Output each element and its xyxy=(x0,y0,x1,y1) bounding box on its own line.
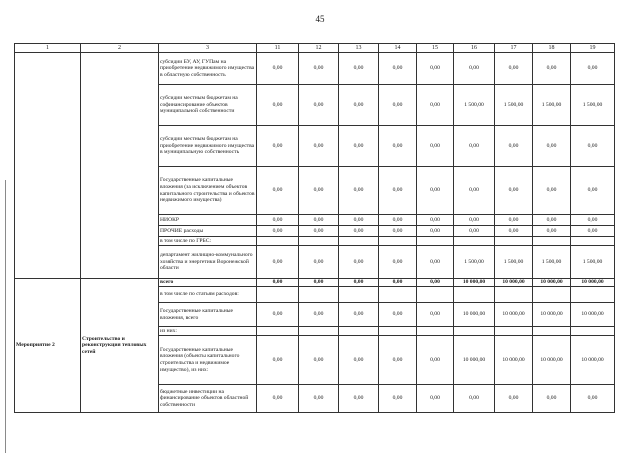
value-cell xyxy=(495,237,533,246)
value-cell xyxy=(454,287,495,303)
row-label: субсидии местным бюджетам на приобретение недвижимого имущества в муниципальную собственность xyxy=(159,126,257,167)
header-row xyxy=(15,44,615,53)
value-cell: 0,00 xyxy=(417,303,454,327)
row-label: субсидии БУ, АУ, ГУПам на приобретение недвижимого имущества в областную собственность xyxy=(159,53,257,85)
value-cell: 0,00 xyxy=(257,226,299,237)
value-cell: 0,00 xyxy=(299,303,339,327)
header-cell: 1 xyxy=(15,44,81,53)
value-cell: 0,00 xyxy=(533,215,571,226)
value-cell xyxy=(454,327,495,336)
value-cell: 0,00 xyxy=(299,85,339,126)
value-cell: 1 500,00 xyxy=(533,85,571,126)
value-cell: 0,00 xyxy=(495,167,533,215)
value-cell: 0,00 xyxy=(417,53,454,85)
value-cell: 0,00 xyxy=(417,126,454,167)
value-cell: 10 000,00 xyxy=(571,336,615,385)
header-cell: 15 xyxy=(417,44,454,53)
value-cell: 0,00 xyxy=(257,126,299,167)
value-cell xyxy=(417,327,454,336)
value-cell: 1 500,00 xyxy=(571,246,615,279)
value-cell: 0,00 xyxy=(454,215,495,226)
value-cell xyxy=(339,327,379,336)
value-cell: 0,00 xyxy=(379,53,417,85)
value-cell: 0,00 xyxy=(257,385,299,413)
value-cell: 0,00 xyxy=(339,385,379,413)
value-cell: 0,00 xyxy=(299,336,339,385)
value-cell: 10 000,00 xyxy=(571,303,615,327)
header-cell: 16 xyxy=(454,44,495,53)
value-cell: 0,00 xyxy=(299,385,339,413)
value-cell: 0,00 xyxy=(339,279,379,287)
value-cell: 0,00 xyxy=(339,226,379,237)
value-cell: 0,00 xyxy=(379,385,417,413)
value-cell xyxy=(571,237,615,246)
value-cell: 0,00 xyxy=(417,215,454,226)
value-cell: 0,00 xyxy=(417,226,454,237)
value-cell: 0,00 xyxy=(571,126,615,167)
row-label: Государственные капитальные вложения (объекты капитального строительства и недвижимое имущество), из них: xyxy=(159,336,257,385)
value-cell: 1 500,00 xyxy=(533,246,571,279)
value-cell xyxy=(571,327,615,336)
value-cell xyxy=(379,237,417,246)
value-cell: 0,00 xyxy=(495,126,533,167)
value-cell: 0,00 xyxy=(339,126,379,167)
row-label: НИОКР xyxy=(159,215,257,226)
value-cell: 10 000,00 xyxy=(454,303,495,327)
value-cell: 0,00 xyxy=(417,385,454,413)
row-label: Государственные капитальные вложения, всего xyxy=(159,303,257,327)
value-cell xyxy=(533,327,571,336)
value-cell: 0,00 xyxy=(571,53,615,85)
value-cell: 0,00 xyxy=(257,246,299,279)
value-cell: 0,00 xyxy=(339,215,379,226)
name-cell-empty xyxy=(81,53,159,279)
value-cell: 0,00 xyxy=(417,246,454,279)
value-cell: 0,00 xyxy=(257,303,299,327)
row-label: из них: xyxy=(159,327,257,336)
value-cell: 0,00 xyxy=(257,215,299,226)
value-cell xyxy=(299,237,339,246)
value-cell: 0,00 xyxy=(339,246,379,279)
value-cell xyxy=(417,287,454,303)
value-cell xyxy=(379,287,417,303)
value-cell: 0,00 xyxy=(299,246,339,279)
value-cell: 10 000,00 xyxy=(571,279,615,287)
value-cell: 0,00 xyxy=(379,246,417,279)
page-number: 45 xyxy=(315,14,325,24)
value-cell: 0,00 xyxy=(379,85,417,126)
value-cell: 0,00 xyxy=(417,85,454,126)
value-cell: 0,00 xyxy=(299,279,339,287)
value-cell: 0,00 xyxy=(299,215,339,226)
value-cell: 0,00 xyxy=(299,226,339,237)
value-cell: 1 500,00 xyxy=(495,246,533,279)
value-cell: 1 500,00 xyxy=(454,85,495,126)
header-cell: 13 xyxy=(339,44,379,53)
value-cell: 0,00 xyxy=(495,385,533,413)
value-cell: 0,00 xyxy=(379,215,417,226)
value-cell xyxy=(495,327,533,336)
value-cell: 0,00 xyxy=(379,167,417,215)
header-cell: 11 xyxy=(257,44,299,53)
value-cell: 1 500,00 xyxy=(454,246,495,279)
event-cell-empty xyxy=(15,53,81,279)
header-cell: 12 xyxy=(299,44,339,53)
value-cell: 0,00 xyxy=(495,53,533,85)
value-cell: 10 000,00 xyxy=(454,279,495,287)
value-cell xyxy=(257,287,299,303)
value-cell: 0,00 xyxy=(339,336,379,385)
value-cell: 0,00 xyxy=(417,167,454,215)
value-cell xyxy=(299,327,339,336)
table-row xyxy=(15,279,615,287)
value-cell xyxy=(533,237,571,246)
value-cell: 0,00 xyxy=(257,85,299,126)
header-cell: 17 xyxy=(495,44,533,53)
value-cell: 0,00 xyxy=(454,53,495,85)
value-cell: 0,00 xyxy=(495,215,533,226)
value-cell: 0,00 xyxy=(339,167,379,215)
value-cell: 10 000,00 xyxy=(533,303,571,327)
value-cell: 0,00 xyxy=(379,126,417,167)
value-cell xyxy=(571,287,615,303)
value-cell: 10 000,00 xyxy=(533,336,571,385)
value-cell: 0,00 xyxy=(339,53,379,85)
value-cell xyxy=(533,287,571,303)
value-cell: 0,00 xyxy=(533,53,571,85)
value-cell: 0,00 xyxy=(417,279,454,287)
value-cell xyxy=(417,237,454,246)
value-cell: 0,00 xyxy=(299,167,339,215)
value-cell: 0,00 xyxy=(495,226,533,237)
value-cell: 0,00 xyxy=(257,53,299,85)
value-cell: 0,00 xyxy=(299,126,339,167)
row-label: департамент жилищно-коммунального хозяйства и энергетики Воронежской области xyxy=(159,246,257,279)
value-cell: 0,00 xyxy=(339,303,379,327)
value-cell: 0,00 xyxy=(379,336,417,385)
value-cell: 0,00 xyxy=(379,303,417,327)
row-label: всего xyxy=(159,279,257,287)
scan-edge-line xyxy=(5,180,6,453)
value-cell: 10 000,00 xyxy=(495,279,533,287)
table-row xyxy=(15,53,615,85)
value-cell: 10 000,00 xyxy=(495,336,533,385)
value-cell: 0,00 xyxy=(571,226,615,237)
value-cell: 0,00 xyxy=(454,226,495,237)
value-cell: 10 000,00 xyxy=(533,279,571,287)
budget-table xyxy=(14,43,615,413)
value-cell: 0,00 xyxy=(571,385,615,413)
header-cell: 3 xyxy=(159,44,257,53)
header-cell: 19 xyxy=(571,44,615,53)
value-cell: 0,00 xyxy=(417,336,454,385)
value-cell: 0,00 xyxy=(571,215,615,226)
value-cell: 0,00 xyxy=(379,226,417,237)
event-name: Строительство и реконструкция тепловых сетей xyxy=(81,279,159,413)
value-cell: 0,00 xyxy=(533,167,571,215)
value-cell: 0,00 xyxy=(379,279,417,287)
value-cell: 0,00 xyxy=(257,279,299,287)
value-cell: 0,00 xyxy=(533,126,571,167)
value-cell: 1 500,00 xyxy=(495,85,533,126)
event-label: Мероприятие 2 xyxy=(15,279,81,413)
row-label: в том числе по статьям расходов: xyxy=(159,287,257,303)
value-cell xyxy=(379,327,417,336)
value-cell xyxy=(339,287,379,303)
value-cell: 10 000,00 xyxy=(454,336,495,385)
header-cell: 14 xyxy=(379,44,417,53)
value-cell: 0,00 xyxy=(454,385,495,413)
value-cell xyxy=(299,287,339,303)
value-cell xyxy=(339,237,379,246)
value-cell: 0,00 xyxy=(454,167,495,215)
value-cell: 0,00 xyxy=(533,385,571,413)
value-cell: 0,00 xyxy=(339,85,379,126)
row-label: в том числе по ГРБС: xyxy=(159,237,257,246)
value-cell: 0,00 xyxy=(299,53,339,85)
value-cell: 0,00 xyxy=(454,126,495,167)
value-cell: 10 000,00 xyxy=(495,303,533,327)
row-label: ПРОЧИЕ расходы xyxy=(159,226,257,237)
row-label: субсидии местным бюджетам на софинансирование объектов муниципальной собственности xyxy=(159,85,257,126)
value-cell: 0,00 xyxy=(257,167,299,215)
header-cell: 18 xyxy=(533,44,571,53)
value-cell xyxy=(495,287,533,303)
value-cell: 0,00 xyxy=(533,226,571,237)
value-cell xyxy=(257,237,299,246)
value-cell xyxy=(454,237,495,246)
row-label: бюджетные инвестиции на финансирование объектов областной собственности xyxy=(159,385,257,413)
value-cell: 0,00 xyxy=(571,167,615,215)
value-cell: 1 500,00 xyxy=(571,85,615,126)
value-cell: 0,00 xyxy=(257,336,299,385)
value-cell xyxy=(257,327,299,336)
header-cell: 2 xyxy=(81,44,159,53)
row-label: Государственные капитальные вложения (за исключением объектов капитального строительства и объектов недвижимого имущества) xyxy=(159,167,257,215)
